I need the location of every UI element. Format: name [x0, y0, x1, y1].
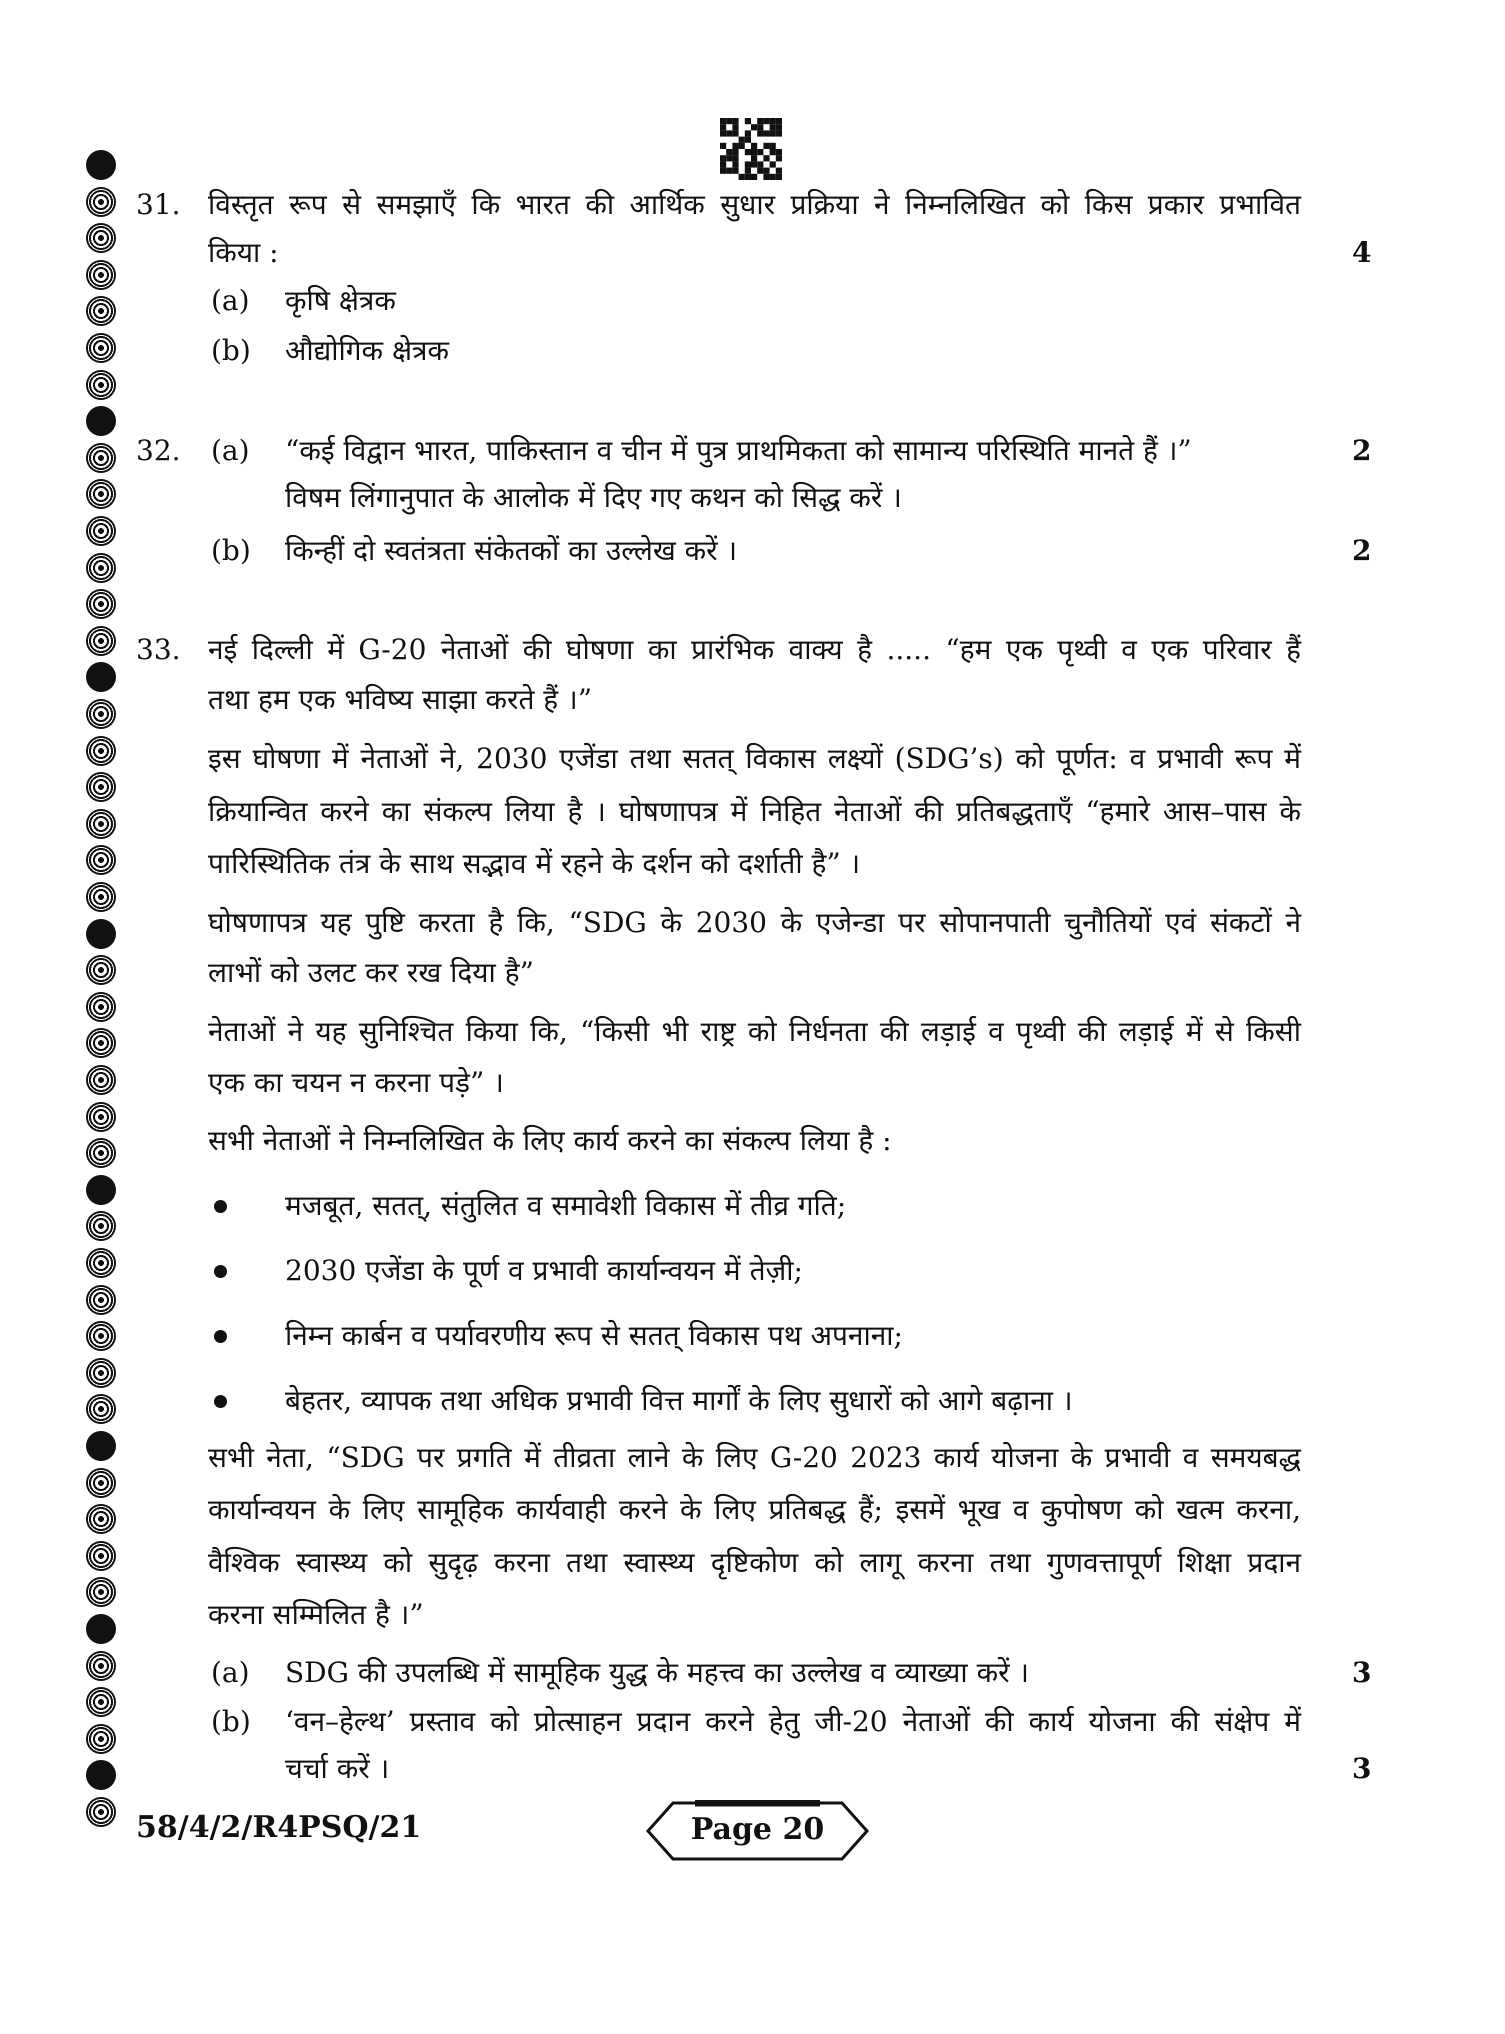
part-label: (b) — [211, 534, 251, 567]
border-ornament — [86, 553, 116, 583]
border-ornament — [86, 1687, 116, 1717]
border-ornament — [86, 1175, 116, 1205]
bullet-icon — [214, 1395, 227, 1408]
qr-code-icon — [720, 117, 782, 181]
part-label: (a) — [211, 1656, 250, 1689]
passage-line: तथा हम एक भविष्य साझा करते हैं ।” — [208, 683, 593, 716]
passage-line: सभी नेताओं ने निम्नलिखित के लिए कार्य करने का संकल्प लिया है : — [208, 1124, 892, 1157]
passage-line: वैश्विक स्वास्थ्य को सुदृढ़ करना तथा स्वास्थ्य दृष्टिकोण को लागू करना तथा गुणवत्तापूर्ण शिक्षा प्रदान — [208, 1546, 1301, 1579]
marks: 2 — [1352, 434, 1372, 467]
border-ornament — [86, 1651, 116, 1681]
passage-line: नई दिल्ली में G-20 नेताओं की घोषणा का प्रारंभिक वाक्य है ..... “हम एक पृथ्वी व एक परिवार हैं — [208, 633, 1301, 666]
part-text: चर्चा करें । — [285, 1752, 390, 1785]
passage-line: एक का चयन न करना पड़े” । — [208, 1066, 504, 1099]
part-label: (b) — [211, 1705, 251, 1738]
border-ornament — [86, 736, 116, 766]
question-text: किया : — [208, 236, 279, 269]
border-ornament — [86, 1285, 116, 1315]
bullet-item: निम्न कार्बन व पर्यावरणीय रूप से सतत् विकास पथ अपनाना; — [285, 1319, 903, 1352]
part-text: SDG की उपलब्धि में सामूहिक युद्ध के महत्त्व का उल्लेख व व्याख्या करें । — [285, 1656, 1030, 1689]
passage-line: क्रियान्वित करने का संकल्प लिया है । घोषणापत्र में निहित नेताओं की प्रतिबद्धताएँ “हमारे आस–पास के — [208, 795, 1301, 828]
border-ornament — [86, 1431, 116, 1461]
bullet-item: बेहतर, व्यापक तथा अधिक प्रभावी वित्त मार्गों के लिए सुधारों को आगे बढ़ाना । — [285, 1384, 1073, 1417]
marks: 2 — [1352, 534, 1372, 567]
page-number-badge — [645, 1800, 870, 1862]
passage-line: नेताओं ने यह सुनिश्चित किया कि, “किसी भी राष्ट्र को निर्धनता की लड़ाई व पृथ्वी की लड़ाई में से किसी — [208, 1015, 1301, 1048]
passage-line: लाभों को उलट कर रख दिया है” — [208, 956, 534, 989]
bullet-item: 2030 एजेंडा के पूर्ण व प्रभावी कार्यान्वयन में तेज़ी; — [285, 1254, 803, 1287]
part-label: (a) — [211, 284, 250, 317]
bullet-icon — [214, 1330, 227, 1343]
marks: 4 — [1352, 236, 1372, 269]
part-label: (a) — [211, 434, 250, 467]
page-number: Page 20 — [690, 1812, 825, 1847]
border-ornament — [86, 333, 116, 363]
paper-code: 58/4/2/R4PSQ/21 — [136, 1810, 422, 1845]
border-ornament — [86, 699, 116, 729]
passage-line: इस घोषणा में नेताओं ने, 2030 एजेंडा तथा सतत् विकास लक्ष्यों (SDG’s) को पूर्णत: व प्रभावी रूप में — [208, 742, 1301, 775]
border-ornament — [86, 1504, 116, 1534]
border-ornament — [86, 223, 116, 253]
border-ornament — [86, 1760, 116, 1790]
question-text: विस्तृत रूप से समझाएँ कि भारत की आर्थिक सुधार प्रक्रिया ने निम्नलिखित को किस प्रकार प्रभावित — [208, 188, 1301, 221]
passage-line: सभी नेता, “SDG पर प्रगति में तीव्रता लाने के लिए G-20 2023 कार्य योजना के प्रभावी व समयबद्ध — [208, 1441, 1301, 1474]
passage-line: घोषणापत्र यह पुष्टि करता है कि, “SDG के 2030 के एजेन्डा पर सोपानपाती चुनौतियों एवं संकटों ने — [208, 906, 1301, 939]
border-ornament — [86, 845, 116, 875]
bullet-item: मजबूत, सतत्, संतुलित व समावेशी विकास में तीव्र गति; — [285, 1189, 847, 1222]
part-label: (b) — [211, 334, 251, 367]
border-ornament — [86, 1797, 116, 1827]
border-ornament — [86, 589, 116, 619]
border-ornament — [86, 809, 116, 839]
border-ornament — [86, 882, 116, 912]
border-ornament — [86, 1577, 116, 1607]
passage-line: कार्यान्वयन के लिए सामूहिक कार्यवाही करने के लिए प्रतिबद्ध हैं; इसमें भूख व कुपोषण को खत्म करना, — [208, 1493, 1301, 1526]
border-ornament — [86, 626, 116, 656]
part-text: ‘वन–हेल्थ’ प्रस्ताव को प्रोत्साहन प्रदान करने हेतु जी-20 नेताओं की कार्य योजना की संक्षेप में — [285, 1705, 1301, 1738]
part-text: किन्हीं दो स्वतंत्रता संकेतकों का उल्लेख करें । — [285, 534, 738, 567]
part-text: औद्योगिक क्षेत्रक — [285, 334, 449, 367]
border-ornament — [86, 1248, 116, 1278]
border-ornament — [86, 1065, 116, 1095]
marks: 3 — [1352, 1656, 1372, 1689]
border-ornament — [86, 1102, 116, 1132]
question-number: 31. — [136, 188, 181, 221]
border-ornament — [86, 992, 116, 1022]
border-ornament — [86, 1724, 116, 1754]
part-text: कृषि क्षेत्रक — [285, 284, 396, 317]
border-ornament — [86, 1541, 116, 1571]
border-ornament — [86, 370, 116, 400]
border-ornament — [86, 516, 116, 546]
border-ornament — [86, 955, 116, 985]
border-ornament — [86, 1614, 116, 1644]
bullet-icon — [214, 1200, 227, 1213]
border-ornament — [86, 150, 116, 180]
border-ornament — [86, 479, 116, 509]
border-ornament — [86, 260, 116, 290]
marks: 3 — [1352, 1752, 1372, 1785]
bullet-icon — [214, 1265, 227, 1278]
border-ornament — [86, 1468, 116, 1498]
border-ornament — [86, 662, 116, 692]
part-text: विषम लिंगानुपात के आलोक में दिए गए कथन को सिद्ध करें । — [285, 481, 902, 514]
border-ornament — [86, 1028, 116, 1058]
passage-line: पारिस्थितिक तंत्र के साथ सद्भाव में रहने के दर्शन को दर्शाती है” । — [208, 847, 861, 880]
part-text: “कई विद्वान भारत, पाकिस्तान व चीन में पुत्र प्राथमिकता को सामान्य परिस्थिति मानते हैं ।” — [285, 434, 1192, 467]
border-ornament — [86, 1138, 116, 1168]
border-ornament — [86, 1321, 116, 1351]
border-ornament — [86, 772, 116, 802]
decorative-border — [86, 150, 122, 1850]
border-ornament — [86, 296, 116, 326]
border-ornament — [86, 1358, 116, 1388]
question-number: 33. — [136, 633, 181, 666]
border-ornament — [86, 1211, 116, 1241]
border-ornament — [86, 919, 116, 949]
question-number: 32. — [136, 434, 181, 467]
border-ornament — [86, 443, 116, 473]
border-ornament — [86, 406, 116, 436]
border-ornament — [86, 187, 116, 217]
passage-line: करना सम्मिलित है ।” — [208, 1598, 424, 1631]
border-ornament — [86, 1394, 116, 1424]
